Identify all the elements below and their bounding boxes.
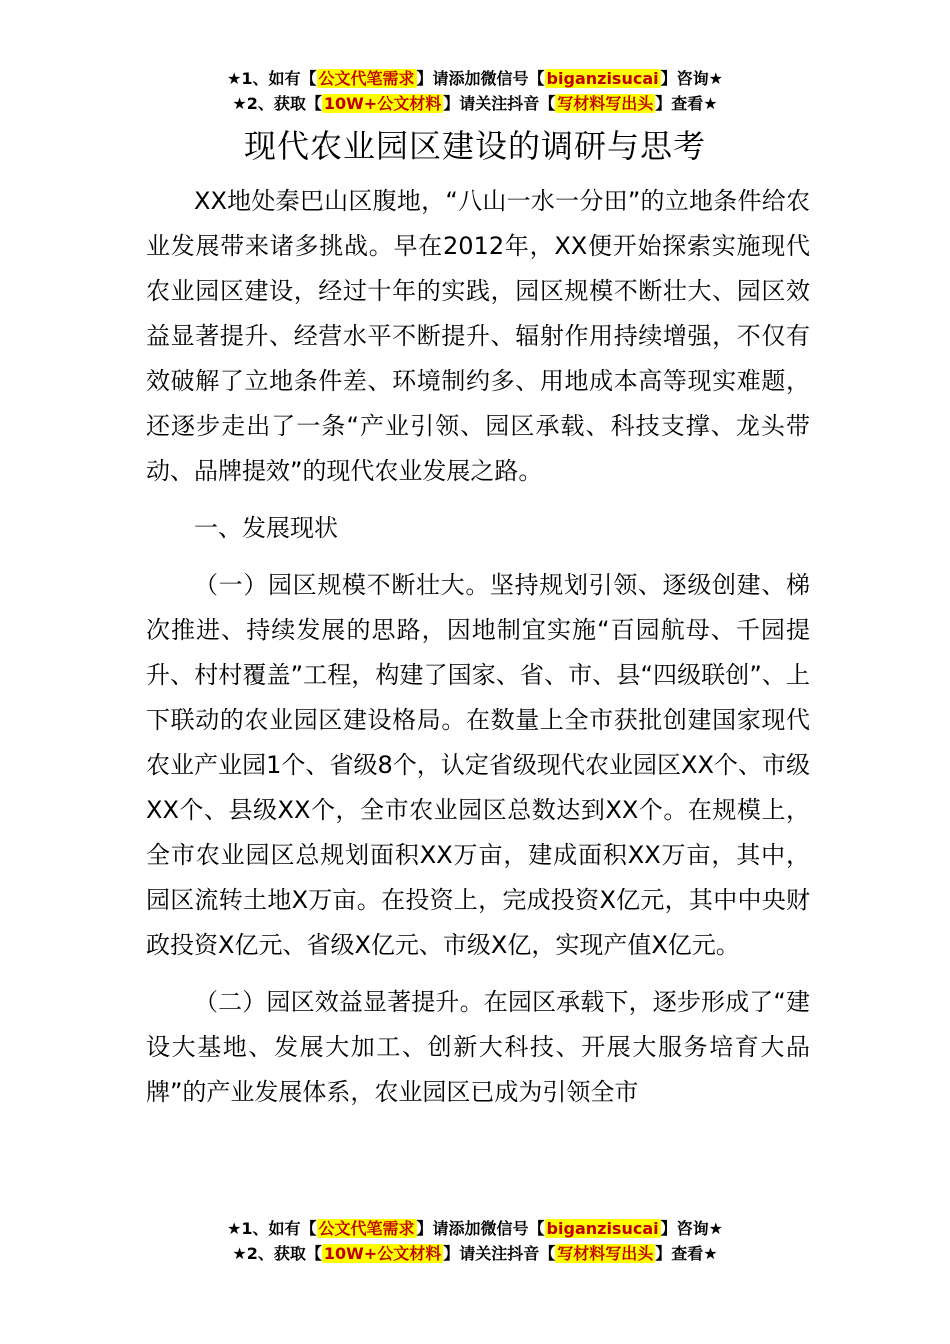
banner-text: ★2、获取【: [232, 94, 322, 113]
banner-text: 】请添加微信号【: [416, 69, 545, 88]
banner-text: 】咨询★: [660, 1219, 723, 1238]
banner-highlight: 10W+公文材料: [323, 94, 442, 113]
banner-highlight: 公文代笔需求: [318, 69, 415, 88]
banner-text: 】咨询★: [660, 69, 723, 88]
footer-banner: [0, 1216, 950, 1266]
banner-text: 】查看★: [655, 94, 718, 113]
banner-text: ★1、如有【: [227, 69, 317, 88]
banner-text: ★1、如有【: [227, 1219, 317, 1238]
banner-text: ★2、获取【: [232, 1244, 322, 1263]
paragraph-1: （一）园区规模不断壮大。坚持规划引领、逐级创建、梯次推进、持续发展的思路，因地制宜实施“百园航母、千园提升、村村覆盖”工程，构建了国家、省、市、县“四级联创”、上下联动的农业园区建设格局。在数量上全市获批创建国家现代农业产业园1个、省级8个，认定省级现代农业园区XX个、市级XX个、县级XX个，全市农业园区总数达到XX个。在规模上，全市农业园区总规划面积XX万亩，建成面积XX万亩，其中，园区流转土地X万亩。在投资上，完成投资X亿元，其中中央财政投资X亿元、省级X亿元、市级X亿，实现产值X亿元。: [146, 571, 810, 959]
banner-highlight: 写材料写出头: [557, 1244, 654, 1263]
banner-highlight: 公文代笔需求: [318, 1219, 415, 1238]
banner-highlight: biganzisucai: [546, 1219, 659, 1238]
document-title: 现代农业园区建设的调研与思考: [243, 127, 706, 165]
banner-text: 】请添加微信号【: [416, 1219, 545, 1238]
banner-line-2: [0, 1241, 950, 1266]
banner-text: 】查看★: [655, 1244, 718, 1263]
banner-line-2: [0, 91, 950, 116]
banner-line-1: [0, 66, 950, 91]
section-heading: 一、发展现状: [194, 514, 338, 542]
banner-text: 】请关注抖音【: [443, 1244, 556, 1263]
intro-paragraph: XX地处秦巴山区腹地，“八山一水一分田”的立地条件给农业发展带来诸多挑战。早在2012年，XX便开始探索实施现代农业园区建设，经过十年的实践，园区规模不断壮大、园区效益显著提升、经营水平不断提升、辐射作用持续增强，不仅有效破解了立地条件差、环境制约多、用地成本高等现实难题，还逐步走出了一条“产业引领、园区承载、科技支撑、龙头带动、品牌提效”的现代农业发展之路。: [146, 187, 810, 485]
banner-highlight: biganzisucai: [546, 69, 659, 88]
banner-text: 】请关注抖音【: [443, 94, 556, 113]
banner-line-1: [0, 1216, 950, 1241]
banner-highlight: 写材料写出头: [557, 94, 654, 113]
header-banner: [0, 66, 950, 116]
paragraph-2: （二）园区效益显著提升。在园区承载下，逐步形成了“建设大基地、发展大加工、创新大科技、开展大服务培育大品牌”的产业发展体系，农业园区已成为引领全市: [146, 988, 810, 1106]
banner-highlight: 10W+公文材料: [323, 1244, 442, 1263]
document-body: [146, 179, 810, 1115]
